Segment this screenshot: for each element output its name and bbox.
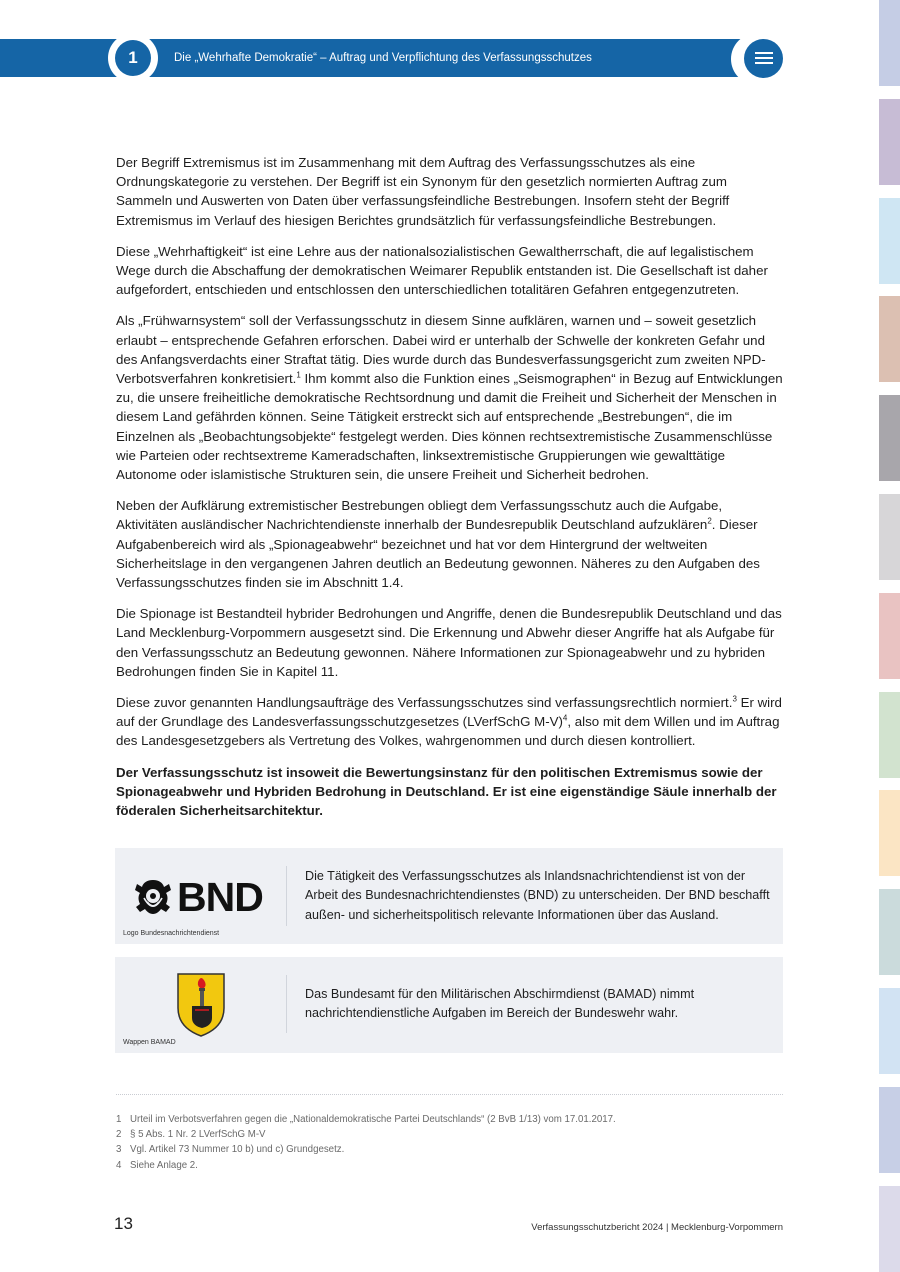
text-run: . Dieser Aufgabenbereich wird als „Spionageabwehr“ bezeichnet und hat vor dem Hintergrund der weltweiten Sicherheitslage in den vergangenen Jahren deutlich an Bedeutung gewonnen. Näheres zu den Aufgaben des Verfassungsschutzes finden sie im Abschnitt 1.4. — [116, 517, 760, 591]
footnote-number: 2 — [116, 1129, 122, 1141]
paragraph-hybrid-threats: Die Spionage ist Bestandteil hybrider Bedrohungen und Angriffe, denen die Bundesrepublik Deutschland und das Land Mecklenburg-Vorpommern ausgesetzt sind. Die Erkennung und Abwehr dieser Angriffe hat als Aufgabe für den Verfassungsschutz an Bedeutung gewonnen. Nähere Informationen zur Spionageabwehr und zu hybriden Bedrohungen finden Sie in Kapitel 11. — [116, 606, 782, 679]
text-run: , also mit dem Willen und im Auftrag des Landesgesetzgebers als Vertretung des Volkes, wahrgenommen und durch diesen kontrolliert. — [116, 714, 780, 749]
footnote — [116, 1158, 783, 1173]
text-run: Diese zuvor genannten Handlungsaufträge des Verfassungsschutzes sind verfassungsrechtlich normiert. — [116, 695, 733, 711]
text-run: Als „Frühwarnsystem“ soll der Verfassungsschutz in diesem Sinne aufklären, warnen und – soweit gesetzlich erlaubt – entsprechende Gefahren erforschen. Dabei wird er unterhalb der Schwelle der konkreten Gefahr und des Anfangsverdachts einer Straftat tätig. Dies wurde durch das Bundesverfassungsgericht zum zweiten NPD-Verbotsverfahren konkretisiert. — [116, 313, 766, 387]
paragraph-summary-bold: Der Verfassungsschutz ist insoweit die Bewertungsinstanz für den politischen Extremismus sowie der Spionageabwehr und Hybriden Bedrohung in Deutschland. Er ist eine eigenständige Säule innerhalb der föderalen Sicherheitsarchitektur. — [116, 764, 777, 819]
bamad-crest-icon — [176, 972, 226, 1038]
chapter-tab[interactable] — [879, 692, 900, 778]
chapter-tab[interactable] — [879, 889, 900, 975]
footnote-number: 4 — [116, 1159, 122, 1171]
footnote-number: 1 — [116, 1114, 122, 1125]
paragraph-fruehwarnsystem — [116, 311, 784, 484]
chapter-tab[interactable] — [879, 1186, 900, 1272]
footnote-text: § 5 Abs. 1 Nr. 2 LVerfSchG M-V — [130, 1129, 266, 1141]
text-run: Ihm kommt also die Funktion eines „Seismographen“ in Bezug auf Entwicklungen zu, die unsere freiheitliche demokratische Rechtsordnung und damit die Freiheit und Sicherheit der Menschen in diesem Land gefährden können. Seine Tätigkeit erstreckt sich auf entsprechende „Bestrebungen“, die im Einzelnen als „Beobachtungsobjekte“ festgelegt werden. Dies können rechtsextremistische Zusammenschlüsse wie Parteien oder rechtsextreme Kameradschaften, linksextremistische Gruppierungen wie gewalttätige Autonome oder islamistische Strukturen sein, die unsere Freiheit und Sicherheit bedrohen. — [116, 371, 783, 483]
footnote-text: Siehe Anlage 2. — [130, 1159, 198, 1171]
chapter-tab[interactable] — [879, 296, 900, 382]
text-run: Neben der Aufklärung extremistischer Bestrebungen obliegt dem Verfassungsschutz auch die Aufgabe, Aktivitäten ausländischer Nachrichtendienste innerhalb der Bundesrepublik Deutschland aufzuklären — [116, 498, 723, 533]
footnote-ref: 1 — [296, 370, 301, 380]
chapter-tab[interactable] — [879, 988, 900, 1074]
footnote-ref: 3 — [732, 694, 737, 704]
footnote-number: 3 — [116, 1144, 122, 1156]
paragraph-legal-basis — [116, 693, 784, 751]
bnd-logo-text: BND — [177, 874, 263, 920]
menu-button[interactable] — [744, 39, 783, 78]
chapter-tab[interactable] — [879, 494, 900, 580]
menu-icon-line — [755, 62, 773, 64]
paragraph-wehrhaftigkeit: Diese „Wehrhaftigkeit“ ist eine Lehre aus der nationalsozialistischen Gewaltherrschaft, die auf legalistischem Wege durch die Abschaffung der demokratischen Weimarer Republik entstanden ist. Die Gesellschaft ist daher aufgefordert, entschieden und entschlossen den unterschiedlichen totalitären Gefahren entgegenzutreten. — [116, 243, 768, 298]
chapter-tab[interactable] — [879, 198, 900, 284]
paragraph-spionageabwehr — [116, 496, 784, 592]
footnote-ref: 2 — [707, 517, 712, 527]
chapter-tab[interactable] — [879, 395, 900, 481]
chapter-tab[interactable] — [879, 99, 900, 185]
box-divider — [286, 866, 287, 926]
footnote-text: Vgl. Artikel 73 Nummer 10 b) und c) Grundgesetz. — [130, 1144, 345, 1156]
bamad-info-box — [115, 957, 783, 1053]
menu-icon-line — [755, 52, 773, 54]
footnote — [116, 1127, 783, 1142]
paragraph-extremism: Der Begriff Extremismus ist im Zusammenhang mit dem Auftrag des Verfassungsschutzes als eine Ordnungskategorie zu verstehen. Der Begriff ist ein Synonym für den gesetzlich normierten Auftrag zum Sammeln und Auswerten von Daten über verfassungsfeindliche Bestrebungen. Insofern steht der Begriff Extremismus im Verlauf des hiesigen Berichtes grundsätzlich für verfassungsfeindliche Bestrebungen. — [116, 155, 730, 228]
page-number: 13 — [114, 1214, 133, 1233]
footnote-separator — [116, 1094, 783, 1095]
chapter-number-badge: 1 — [115, 40, 151, 76]
chapter-tab[interactable] — [879, 790, 900, 876]
bnd-info-text: Die Tätigkeit des Verfassungsschutzes als Inlandsnachrichtendienst ist von der Arbeit des Bundesnachrichtendienstes (BND) zu unterscheiden. Der BND beschafft außen- und sicherheitspolitisch relevante Informationen über das Ausland. — [305, 869, 770, 922]
bnd-info-box — [115, 848, 783, 944]
main-content — [116, 153, 784, 832]
bnd-logo-caption: Logo Bundesnachrichtendienst — [123, 930, 220, 937]
chapter-tab[interactable] — [879, 0, 900, 86]
chapter-tab[interactable] — [879, 593, 900, 679]
footnote — [116, 1142, 783, 1157]
footnote-text: Urteil im Verbotsverfahren gegen die „Nationaldemokratische Partei Deutschlands“ (2 BvB 1/13) vom 17.01.2017. — [130, 1114, 616, 1125]
box-divider — [286, 975, 287, 1033]
bamad-info-text: Das Bundesamt für den Militärischen Abschirmdienst (BAMAD) nimmt nachrichtendienstliche Aufgaben im Bereich der Bundeswehr wahr. — [305, 987, 695, 1021]
page-footer-text: Verfassungsschutzbericht 2024 | Mecklenburg-Vorpommern — [531, 1222, 783, 1233]
bnd-eagle-icon — [133, 876, 173, 918]
bnd-logo — [133, 876, 267, 918]
chapter-title: Die „Wehrhafte Demokratie“ – Auftrag und Verpflichtung des Verfassungsschutzes — [174, 52, 592, 64]
menu-icon-line — [755, 57, 773, 59]
chapter-tab[interactable] — [879, 1087, 900, 1173]
bamad-crest-caption: Wappen BAMAD — [123, 1039, 176, 1046]
footnote-ref: 4 — [562, 713, 568, 723]
footnote — [116, 1112, 783, 1127]
text-run: Er wird auf der Grundlage des Landesverfassungsschutzgesetzes (LVerfSchG M-V) — [116, 695, 782, 730]
footnotes — [116, 1112, 783, 1173]
